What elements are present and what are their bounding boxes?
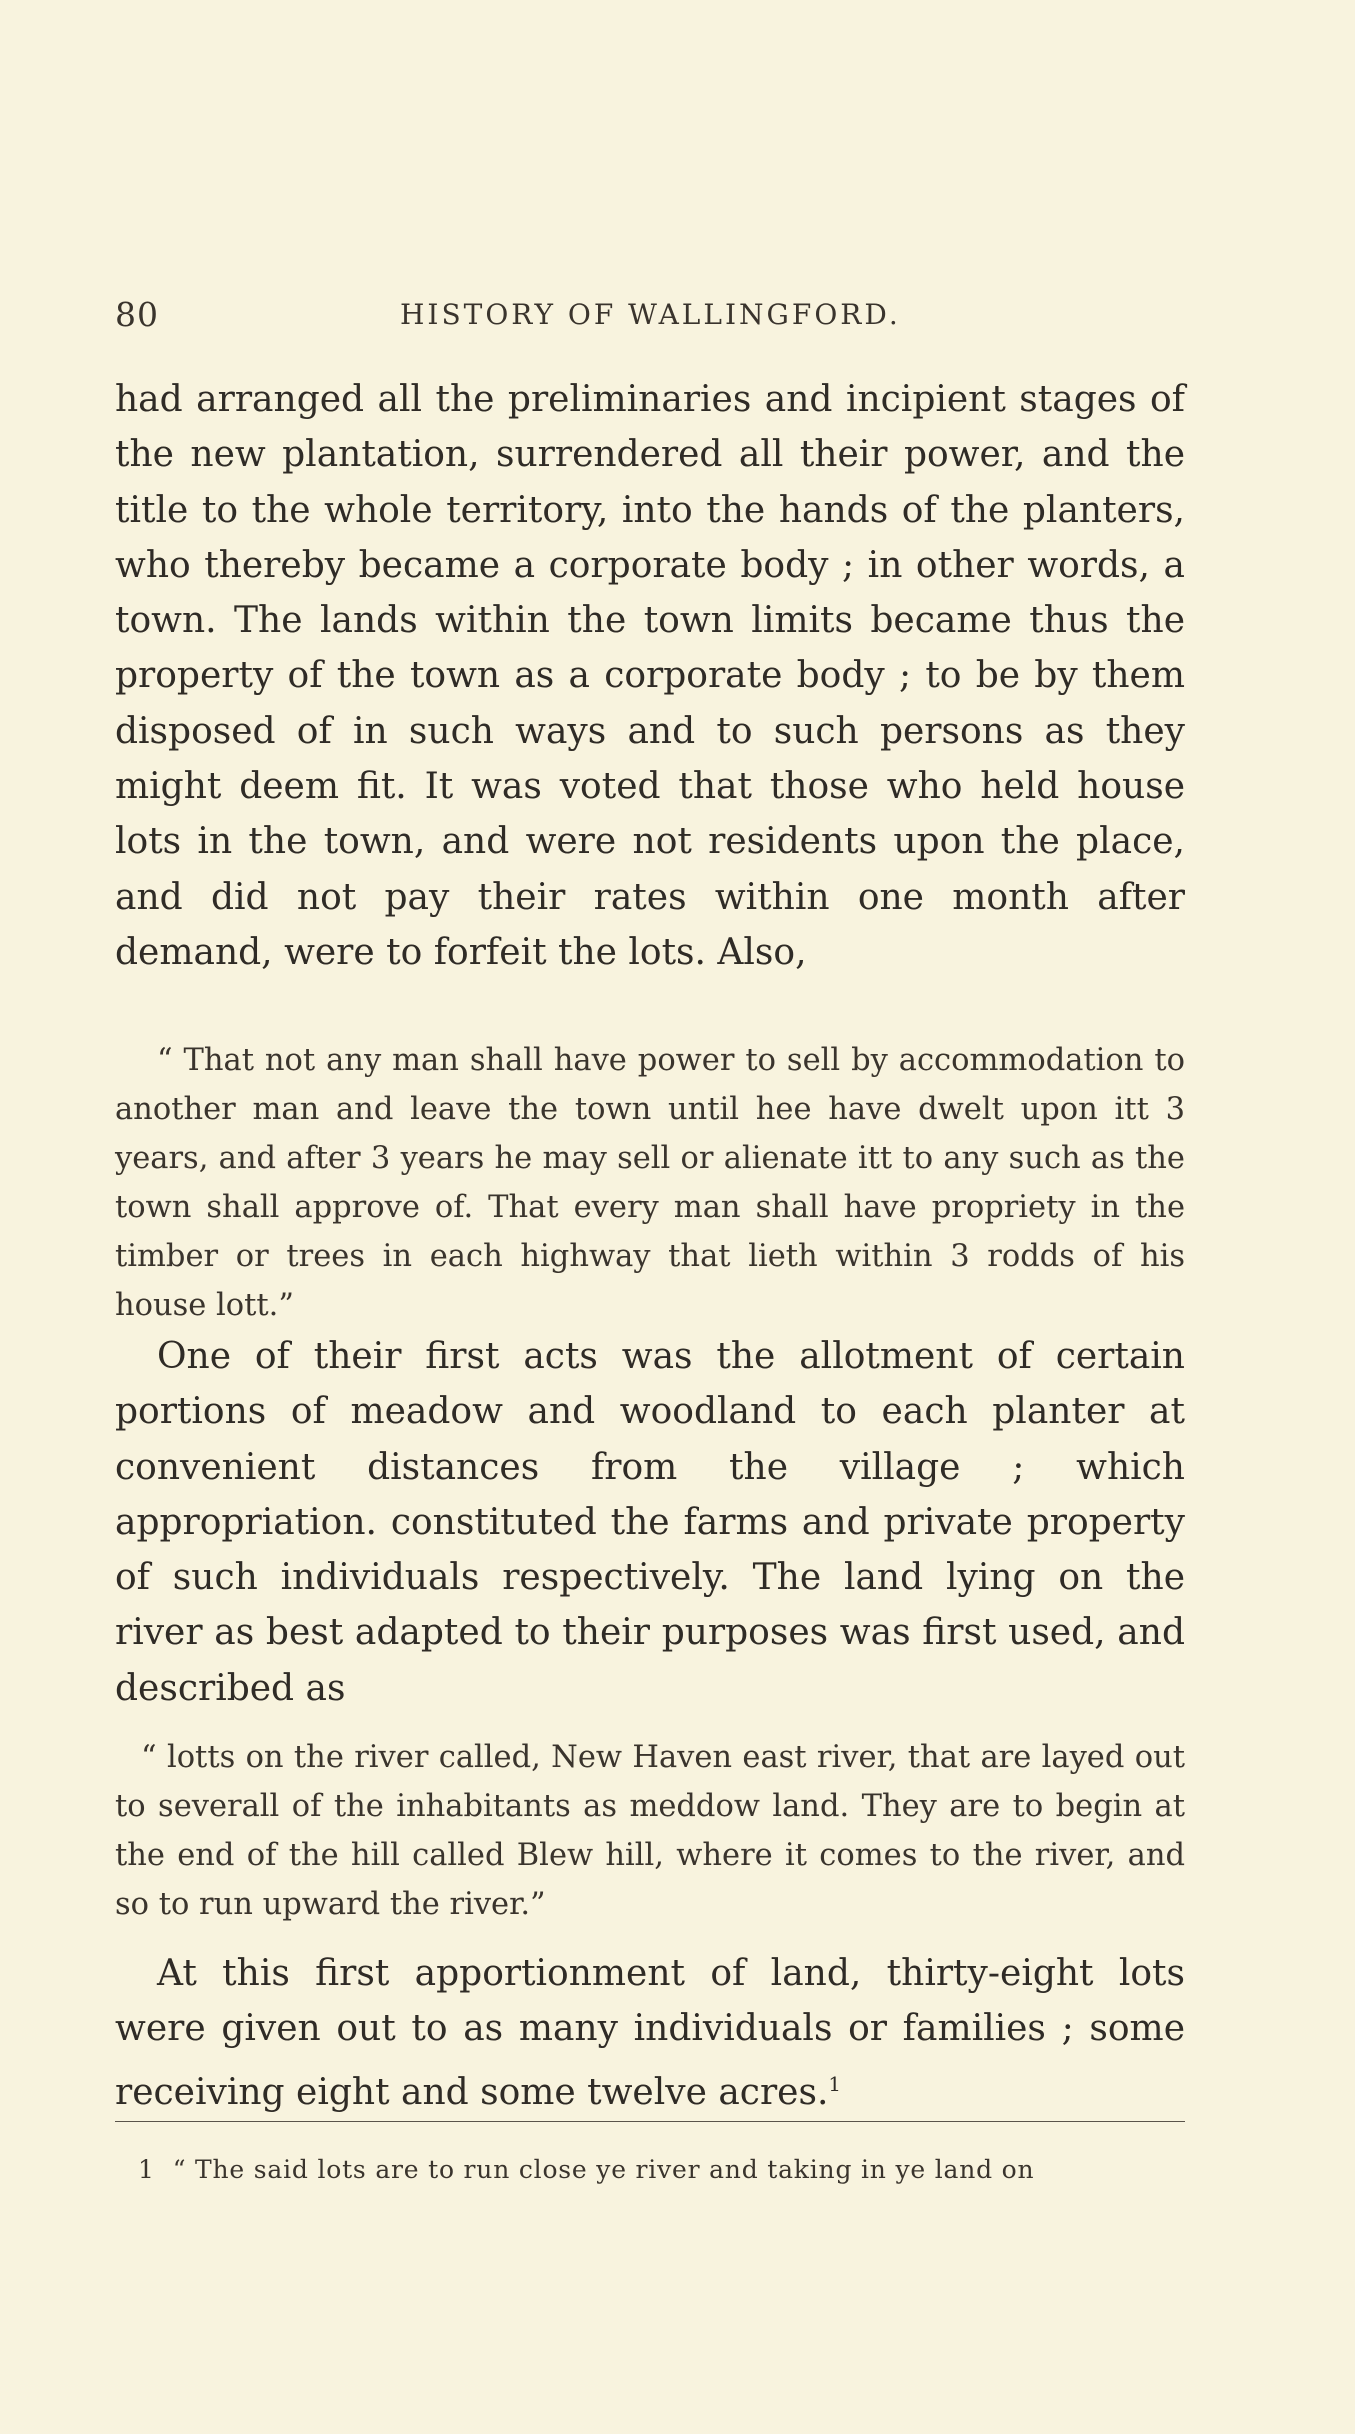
paragraph-apportionment bbox=[115, 1946, 1185, 2120]
footnote-text: “ The said lots are to run close ye river and taking in ye land on bbox=[172, 2155, 1035, 2184]
footnote-divider bbox=[115, 2121, 1185, 2122]
quotation-town-vote: “ That not any man shall have power to sell by accommodation to another man and leave the town until hee have dwelt upon itt 3 years, and after 3 years he may sell or alienate itt to any such as the town shall approve of. That every man shall have propriety in the timber or trees in each highway that lieth within 3 rodds of his house lott.” bbox=[115, 1043, 1185, 1323]
running-head: HISTORY OF WALLINGFORD. bbox=[400, 298, 901, 331]
quotation-river-lots: “ lotts on the river called, New Haven east river, that are layed out to severall of the inhabitants as meddow land. They are to begin at the end of the hill called Blew hill, where it comes to the river, and so to run upward the river.” bbox=[115, 1740, 1185, 1922]
paragraph-intro: had arranged all the preliminaries and incipient stages of the new plantation, surrendered all their power, and the title to the whole territory, into the hands of the planters, who thereby became a corporate body ; in other words, a town. The lands within the town limits became thus the property of the town as a corporate body ; to be by them disposed of in such ways and to such persons as they might deem fit. It was voted that those who held house lots in the town, and were not residents upon the place, and did not pay their rates within one month after demand, were to forfeit the lots. Also, bbox=[115, 379, 1185, 973]
page-header bbox=[115, 295, 1185, 343]
footnote-reference: 1 bbox=[828, 2072, 841, 2096]
footnote-marker: 1 bbox=[138, 2155, 155, 2184]
page-number: 80 bbox=[115, 295, 159, 334]
paragraph-allotment: One of their first acts was the allotment of certain portions of meadow and woodland to each planter at convenient distances from the village ; which appropriation. constituted the farms and private property of such individuals respectively. The land lying on the river as best adapted to their purposes was first used, and described as bbox=[115, 1336, 1185, 1709]
footnote bbox=[138, 2150, 1185, 2190]
paragraph-apportionment-text: At this first apportionment of land, thirty-eight lots were given out to as many individuals or families ; some receiving eight and some twelve acres. bbox=[115, 1953, 1185, 2113]
